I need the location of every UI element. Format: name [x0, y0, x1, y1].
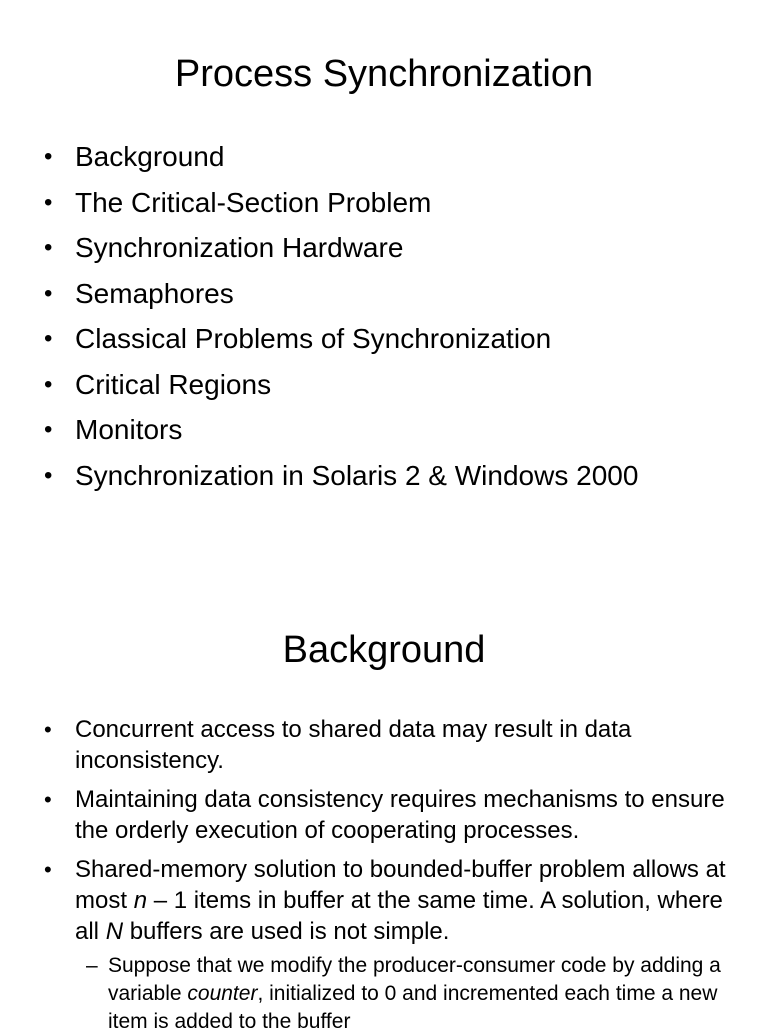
- list-item: • Concurrent access to shared data may result in data inconsistency.: [44, 716, 632, 774]
- variable-counter: counter: [187, 982, 258, 1005]
- list-item: • Monitors: [0, 407, 768, 453]
- bullet-list: [0, 134, 768, 498]
- dash-marker: –: [86, 954, 98, 977]
- sub-list-item: – Suppose that we modify the producer-consumer code by adding a variable counter, initialized to 0 and incremented each time a new item is added to the buffer: [86, 954, 721, 1033]
- bullet-dot: •: [44, 370, 53, 398]
- bullet-list: [0, 714, 768, 951]
- bullet-dot: •: [44, 787, 52, 812]
- bullet-dot: •: [44, 325, 53, 352]
- bullet-dot: •: [44, 279, 53, 307]
- bullet-dot: •: [44, 416, 53, 443]
- bullet-dot: •: [44, 461, 53, 489]
- list-item: • Synchronization Hardware: [0, 225, 768, 271]
- list-item: • Classical Problems of Synchronization: [0, 316, 768, 362]
- slide-2: [0, 576, 768, 1033]
- list-item: • Critical Regions: [0, 362, 768, 408]
- list-item: • The Critical-Section Problem: [0, 180, 768, 226]
- variable-n: n: [133, 887, 148, 914]
- list-item: • Background: [0, 134, 768, 180]
- variable-N: N: [105, 918, 124, 945]
- list-item: • Shared-memory solution to bounded-buffer problem allows at most n – 1 items in buffer at the same time. A solution, where all N buffers are used is not simple.: [44, 856, 726, 945]
- bullet-dot: •: [44, 234, 53, 261]
- bullet-dot: •: [44, 717, 52, 742]
- bullet-dot: •: [44, 188, 53, 216]
- list-item: • Maintaining data consistency requires mechanisms to ensure the orderly execution of cooperating processes.: [44, 786, 725, 844]
- slide-title: Background: [282, 629, 486, 671]
- bullet-dot: •: [44, 857, 52, 882]
- list-item: • Synchronization in Solaris 2 & Windows 2000: [0, 453, 768, 499]
- slide-title: Process Synchronization: [174, 53, 594, 95]
- list-item: • Semaphores: [0, 271, 768, 317]
- bullet-dot: •: [44, 143, 53, 170]
